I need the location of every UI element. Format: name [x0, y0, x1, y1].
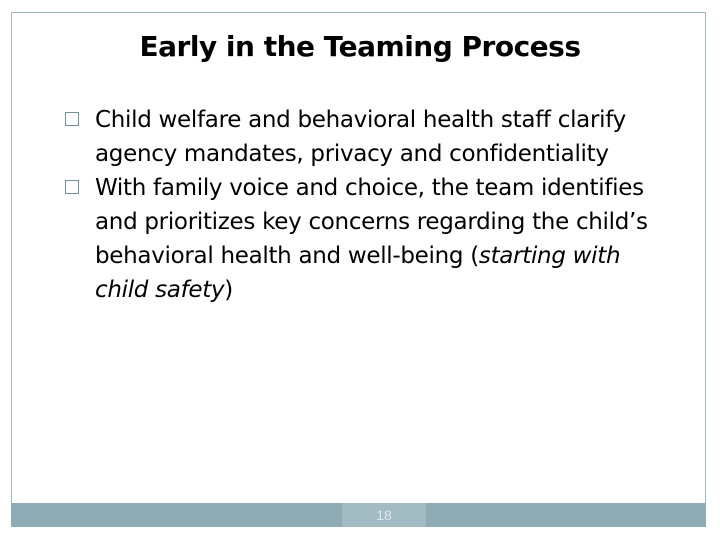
page-number: 18: [376, 507, 392, 523]
page-number-box: [342, 503, 426, 527]
bullet-2-text-end: ): [224, 277, 233, 303]
empty-square-icon: [65, 180, 79, 194]
bullet-2-italic-text: starting with child safety: [95, 243, 621, 303]
bullet-item-2: [63, 171, 663, 307]
bullet-1-text: Child welfare and behavioral health staff clarify agency mandates, privacy and confidentiality: [95, 107, 626, 167]
footer-bar: [11, 503, 706, 527]
slide-title: Early in the Teaming Process: [139, 30, 581, 63]
empty-square-icon: [65, 112, 79, 126]
bullet-2-text: With family voice and choice, the team identifies and prioritizes key concerns regarding the child’s behavioral health and well-being (: [95, 175, 648, 269]
bullet-item-1: [63, 103, 663, 171]
bullet-list: [63, 103, 663, 307]
